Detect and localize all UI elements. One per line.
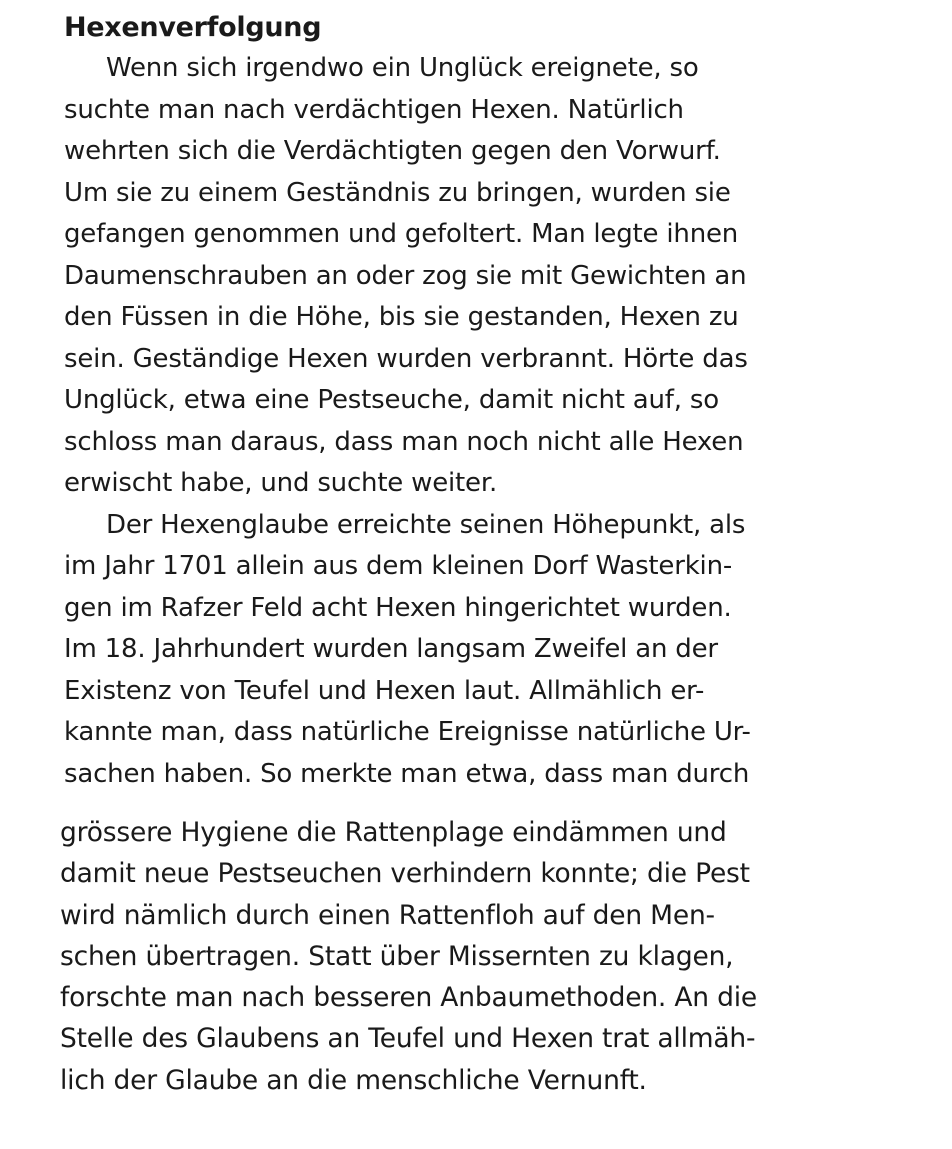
text-line: suchte man nach verdächtigen Hexen. Natürlich (64, 94, 684, 125)
text-line: den Füssen in die Höhe, bis sie gestanden, Hexen zu (64, 302, 739, 332)
text-line: sein. Geständige Hexen wurden verbrannt. Hörte das (64, 343, 748, 374)
text-line: im Jahr 1701 allein aus dem kleinen Dorf Wasterkin- (64, 551, 733, 581)
text-line: gen im Rafzer Feld acht Hexen hingerichtet wurden. (64, 592, 732, 623)
text-column-top (64, 8, 924, 795)
text-line: wird nämlich durch einen Rattenfloh auf den Men- (60, 899, 715, 931)
text-line: schloss man daraus, dass man noch nicht alle Hexen (64, 426, 744, 457)
paragraph-3 (60, 812, 930, 1101)
page-title: Hexenverfolgung (64, 12, 322, 43)
text-line: schen übertragen. Statt über Missernten zu klagen, (60, 940, 734, 972)
text-line: gefangen genommen und gefoltert. Man legte ihnen (64, 219, 739, 249)
text-line: damit neue Pestseuchen verhindern konnte; die Pest (60, 858, 750, 890)
text-line: lich der Glaube an die menschliche Vernunft. (60, 1064, 647, 1096)
text-line: Daumenschrauben an oder zog sie mit Gewichten an (64, 260, 747, 291)
text-line: Im 18. Jahrhundert wurden langsam Zweifel an der (64, 634, 718, 664)
text-line: Unglück, etwa eine Pestseuche, damit nicht auf, so (64, 385, 719, 415)
paragraph-1 (64, 48, 924, 505)
text-line: Der Hexenglaube erreichte seinen Höhepunkt, als (106, 509, 746, 540)
text-line: forschte man nach besseren Anbaumethoden. An die (60, 982, 757, 1014)
text-line: grössere Hygiene die Rattenplage eindämmen und (60, 817, 727, 848)
text-line: sachen haben. So merkte man etwa, dass man durch (64, 758, 750, 789)
text-line: Stelle des Glaubens an Teufel und Hexen trat allmäh- (60, 1023, 756, 1055)
text-line: wehrten sich die Verdächtigten gegen den Vorwurf. (64, 136, 721, 166)
text-line: kannte man, dass natürliche Ereignisse natürliche Ur- (64, 717, 751, 747)
text-column-bottom (60, 812, 930, 1101)
text-line: erwischt habe, und suchte weiter. (64, 468, 498, 498)
paragraph-2 (64, 505, 924, 796)
text-line: Wenn sich irgendwo ein Unglück ereignete, so (106, 53, 699, 83)
text-line: Existenz von Teufel und Hexen laut. Allmählich er- (64, 675, 705, 706)
text-line: Um sie zu einem Geständnis zu bringen, wurden sie (64, 177, 731, 208)
